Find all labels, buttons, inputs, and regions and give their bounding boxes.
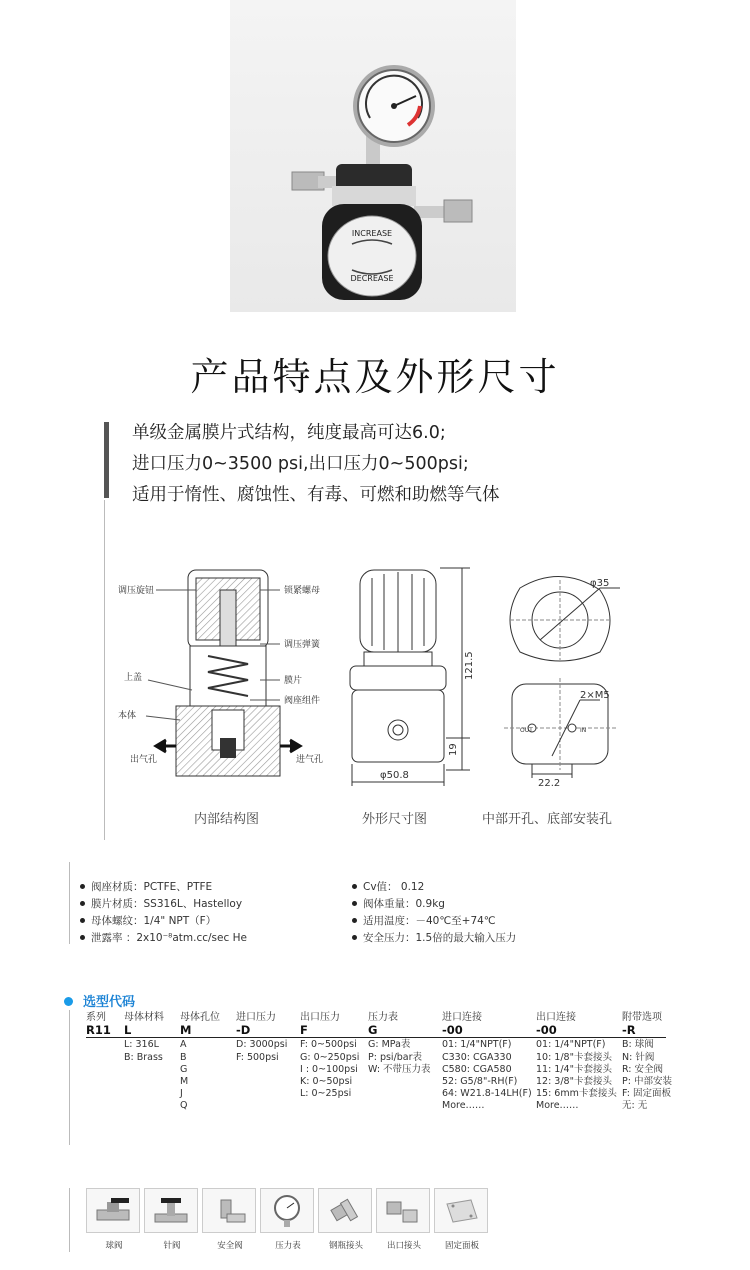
outline-dimension-diagram [350,568,475,786]
internal-structure-diagram [118,570,323,776]
selection-column: 附带选项 -R B: 球阀 N: 针阀 R: 安全阀 P: 中部安装 F: 固定面板 无: 无 [622,1012,672,1112]
divider-line [69,1010,70,1145]
divider-line [69,1188,70,1252]
label-knob: 调压旋钮 [118,586,155,596]
spec-item: 阀座材质：PCTFE、PTFE [80,879,212,894]
spec-item: Cv值： 0.12 [352,879,424,894]
selection-column: 出口连接 -00 01: 1/4"NPT(F) 10: 1/8"卡套接头 11: 1/4"卡套接头 12: 3/8"卡套接头 15: 6mm卡套接头 More…… [536,1012,617,1112]
feature-line: 进口压力0~3500 psi,出口压力0~500psi; [132,454,469,474]
dim-body-height: 19 [448,743,459,756]
accessory-item: 固定面板 [434,1188,490,1251]
spec-item: 阀体重量：0.9kg [352,896,445,911]
section-title: 产品特点及外形尺寸 [190,355,560,399]
cylinder-connector-icon [325,1196,365,1226]
bullet-icon [64,997,73,1006]
feature-line: 单级金属膜片式结构，纯度最高可达6.0; [132,423,446,443]
outlet-fitting-icon [383,1196,423,1226]
selection-column: 母体孔位 M A B G M J Q [180,1012,220,1112]
spec-item: 安全压力：1.5倍的最大输入压力 [352,930,516,945]
selection-column: 系列 R11 [86,1012,111,1038]
selection-title: 选型代码 [64,991,135,1010]
feature-bar [104,422,109,498]
label-inlet: 进气孔 [296,755,324,765]
label-in-port: IN [580,727,587,734]
needle-valve-icon [151,1196,191,1226]
label-cover: 上盖 [124,673,143,683]
diagram-area [100,560,660,830]
safety-valve-icon [209,1196,249,1226]
caption-internal: 内部结构图 [194,812,260,827]
dim-screw: 2×M5 [580,690,610,701]
accessory-item: 钢瓶接头 [318,1188,374,1251]
dim-diameter: φ50.8 [380,770,409,781]
ball-valve-icon [93,1196,133,1226]
divider-line [69,862,70,944]
knob-increase-text: INCREASE [351,229,393,238]
selection-column: 压力表 G G: MPa表 P: psi/bar表 W: 不带压力表 [368,1012,431,1075]
dim-spacing: 22.2 [538,778,561,789]
caption-holes: 中部开孔、底部安装孔 [482,812,613,827]
selection-column: 出口压力 F F: 0~500psi G: 0~250psi I : 0~100psi K: 0~50psi L: 0~25psi [300,1012,360,1100]
accessory-item: 球阀 [86,1188,142,1251]
label-outlet: 出气孔 [130,755,158,765]
product-photo [230,0,516,312]
regulator-photo-icon [230,0,516,312]
selection-column: 母体材料 L L: 316L B: Brass [124,1012,164,1063]
spec-item: 膜片材质：SS316L、Hastelloy [80,896,242,911]
label-seat: 阀座组件 [284,696,321,706]
caption-outline: 外形尺寸图 [362,812,428,827]
pressure-gauge-icon [267,1194,307,1228]
dim-height: 121.5 [464,651,475,680]
label-body: 本体 [118,711,137,721]
selection-column: 进口压力 -D D: 3000psi F: 500psi [236,1012,288,1063]
label-diaphragm: 膜片 [284,676,303,686]
selection-column: 进口连接 -00 01: 1/4"NPT(F) C330: CGA330 C580: CGA580 52: G5/8"-RH(F) 64: W21.8-14LH(F) More…… [442,1012,532,1112]
label-spring: 调压弹簧 [284,640,321,650]
dim-hole: φ35 [590,578,610,589]
label-out-port: OUT [520,727,533,734]
mounting-hole-diagram [504,576,620,789]
accessory-item: 压力表 [260,1188,316,1251]
spec-item: 母体螺纹：1/4" NPT（F） [80,913,216,928]
accessory-item: 安全阀 [202,1188,258,1251]
accessory-item: 出口接头 [376,1188,432,1251]
spec-item: 适用温度：－40℃至+74℃ [352,913,496,928]
knob-decrease-text: DECREASE [350,274,394,283]
mounting-panel-icon [441,1196,481,1226]
feature-line: 适用于惰性、腐蚀性、有毒、可燃和助燃等气体 [132,485,500,505]
spec-item: 泄露率 ：2x10⁻⁸atm.cc/sec He [80,930,247,945]
label-lock-nut: 锁紧螺母 [284,586,321,596]
accessory-item: 针阀 [144,1188,200,1251]
